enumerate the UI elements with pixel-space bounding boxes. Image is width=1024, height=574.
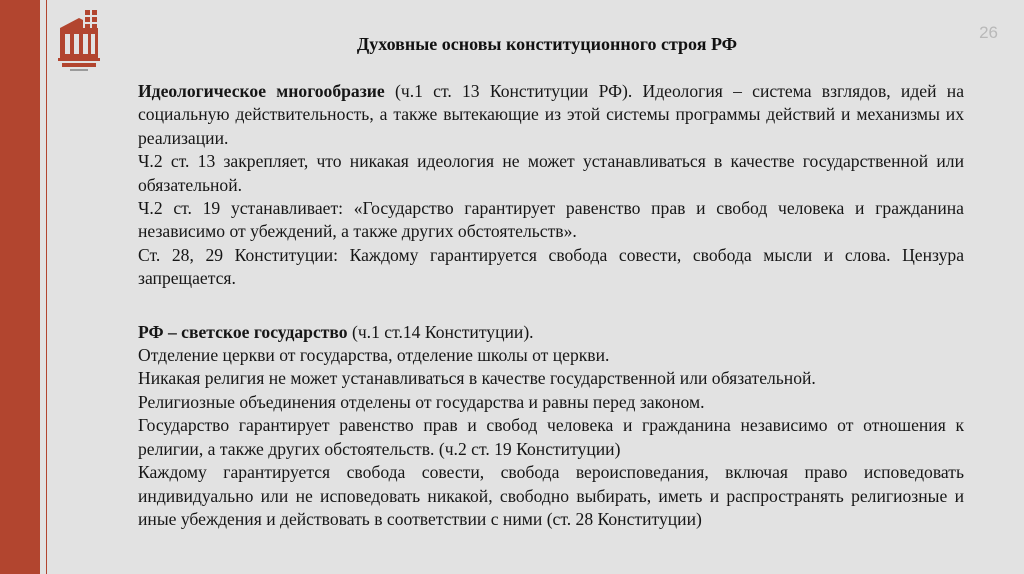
section-gap xyxy=(138,291,964,321)
paragraph: Отделение церкви от государства, отделение школы от церкви. xyxy=(138,345,610,366)
slide-title: Духовные основы конституционного строя РФ xyxy=(356,34,738,54)
paragraph: Никакая религия не может устанавливаться в качестве государственной или обязательной. xyxy=(138,368,816,389)
slide-number: 26 xyxy=(979,23,998,42)
paragraph xyxy=(138,321,964,344)
bold-lead: Идеологическое многообразие xyxy=(138,81,385,101)
paragraph: Государство гарантирует равенство прав и свобод человека и гражданина независимо от отношения к религии, а также других обстоятельств. (ч.2 ст. 19 Конституции) xyxy=(138,415,964,459)
paragraph-text: (ч.1 ст.14 Конституции). xyxy=(347,321,534,342)
paragraph: Ч.2 ст. 13 закрепляет, что никакая идеология не может устанавливаться в качестве государственной или обязательной. xyxy=(138,151,964,195)
left-accent-line xyxy=(46,0,47,574)
paragraph: Религиозные объединения отделены от государства и равны перед законом. xyxy=(138,391,705,412)
paragraph: Ч.2 ст. 19 устанавливает: «Государство гарантирует равенство прав и свобод человека и гражданина независимо от убеждений, а также других обстоятельств». xyxy=(138,198,964,242)
left-accent-bar xyxy=(0,0,40,574)
paragraph xyxy=(138,80,964,150)
paragraph: Ст. 28, 29 Конституции: Каждому гарантируется свобода совести, свобода мысли и слова. Цензура запрещается. xyxy=(138,244,964,289)
slide-body xyxy=(138,80,964,531)
paragraph: Каждому гарантируется свобода совести, свобода вероисповедания, включая право исповедовать индивидуально или не исповедовать никакой, свободно выбирать, иметь и распространять религиозные и иные убеждения и действовать в соответствии с ними (ст. 28 Конституции) xyxy=(138,462,964,529)
paragraph-text: (ч.1 ст. 13 Конституции РФ). Идеология – система взглядов, идей на социальную действительность, а также вытекающие из этой системы программы действий и механизмы их реализации. xyxy=(138,81,965,148)
bold-lead: РФ – светское государство xyxy=(138,321,348,342)
